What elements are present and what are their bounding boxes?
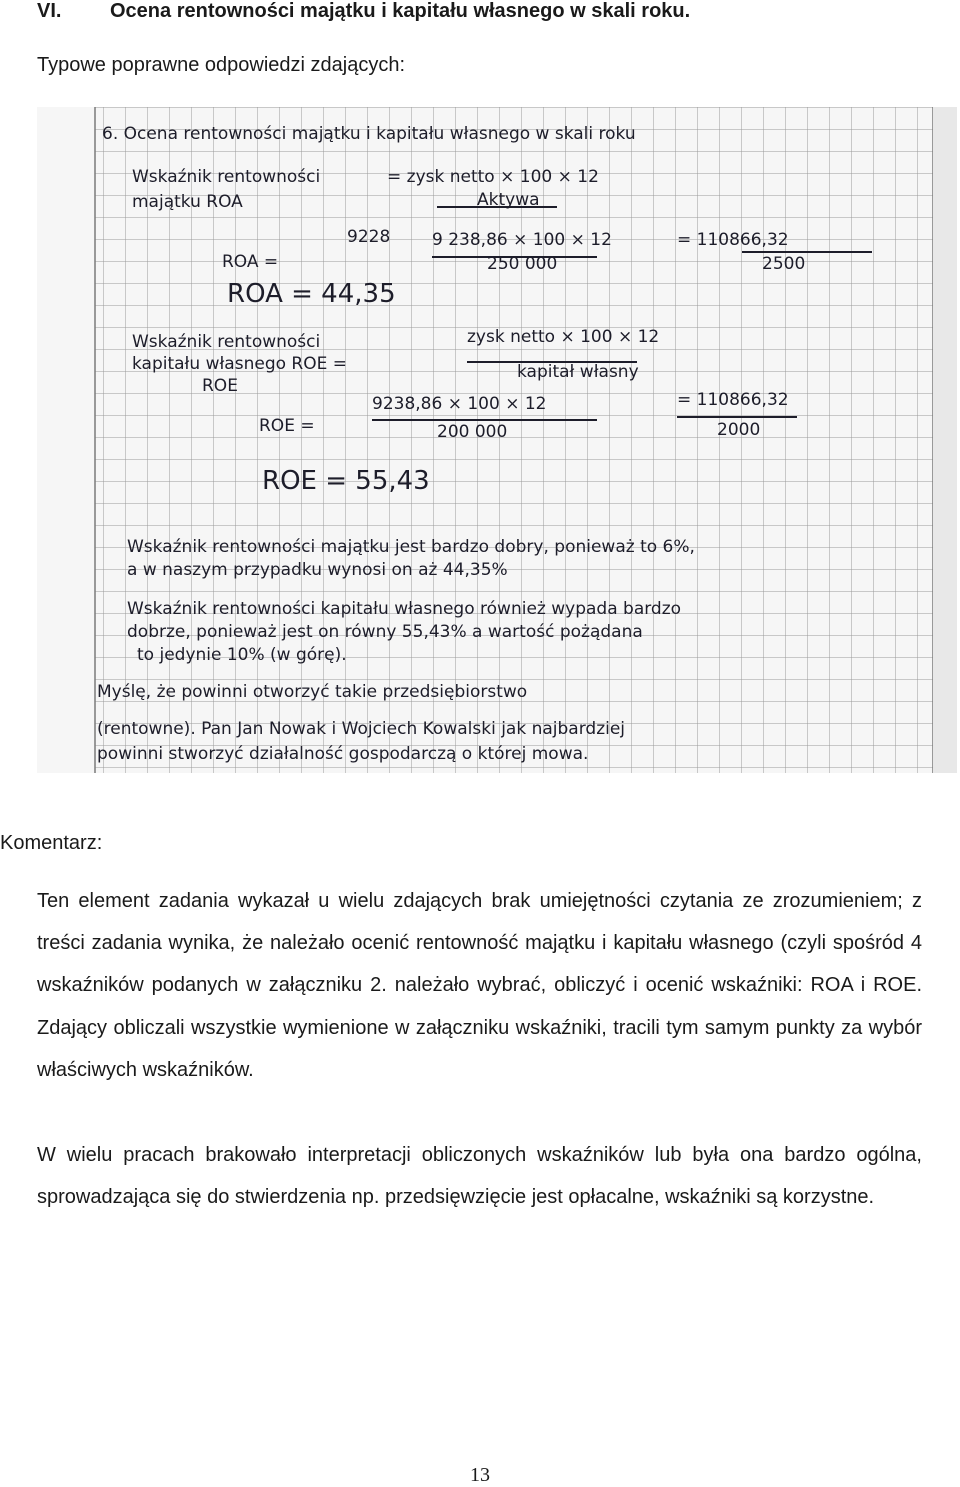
handwritten-line: = 110866,32 — [677, 390, 789, 410]
handwritten-line: Myślę, że powinni otworzyć takie przedsiębiorstwo — [97, 682, 528, 702]
handwritten-line: Wskaźnik rentowności — [132, 167, 321, 187]
handwritten-line: Wskaźnik rentowności majątku jest bardzo dobry, ponieważ to 6%, — [127, 537, 695, 557]
handwritten-line: ROE — [202, 376, 238, 396]
handwritten-line: Wskaźnik rentowności — [132, 332, 321, 352]
comment-title: Komentarz: — [0, 832, 103, 854]
handwritten-line: a w naszym przypadku wynosi on aż 44,35% — [127, 560, 508, 580]
handwritten-line: (rentowne). Pan Jan Nowak i Wojciech Kowalski jak najbardziej — [97, 719, 626, 739]
handwritten-line: powinni stworzyć działalność gospodarczą o której mowa. — [97, 744, 589, 764]
handwritten-answer-scan — [37, 107, 957, 773]
comment-paragraph-2: W wielu pracach brakowało interpretacji obliczonych wskaźników lub była ona bardzo ogólna, sprowadzająca się do stwierdzenia np. przedsięwzięcie jest opłacalne, wskaźniki są korzystne. — [37, 1144, 922, 1209]
handwritten-line: dobrze, ponieważ jest on równy 55,43% a wartość pożądana — [127, 622, 643, 642]
handwritten-line: ROE = 55,43 — [262, 466, 430, 496]
handwritten-line: Aktywa — [477, 190, 540, 210]
handwritten-line: = zysk netto × 100 × 12 — [387, 167, 599, 187]
handwritten-line: majątku ROA — [132, 192, 243, 212]
handwritten-line: 2500 — [762, 254, 806, 274]
intro-text: Typowe poprawne odpowiedzi zdających: — [37, 54, 405, 76]
handwritten-line: = 110866,32 — [677, 230, 789, 250]
handwritten-line: 2000 — [717, 420, 761, 440]
handwritten-line: kapitału własnego ROE = — [132, 354, 347, 374]
handwritten-line: zysk netto × 100 × 12 — [467, 327, 660, 347]
handwritten-line: 9238,86 × 100 × 12 — [372, 394, 547, 414]
handwritten-line: Wskaźnik rentowności kapitału własnego również wypada bardzo — [127, 599, 682, 619]
section-title: Ocena rentowności majątku i kapitału własnego w skali roku. — [110, 0, 691, 22]
page-number: 13 — [470, 1464, 490, 1486]
handwritten-line: 6. Ocena rentowności majątku i kapitału własnego w skali roku — [102, 124, 636, 144]
section-number: VI. — [37, 0, 62, 22]
handwritten-line: ROA = — [222, 252, 279, 272]
handwritten-line: 200 000 — [437, 422, 508, 442]
handwritten-line: 250 000 — [487, 254, 558, 274]
handwritten-line: ROA = 44,35 — [227, 279, 396, 309]
section-heading — [0, 0, 960, 32]
handwritten-line: kapitał własny — [517, 362, 639, 382]
handwritten-line: 9228 — [347, 227, 391, 247]
handwritten-line: 9 238,86 × 100 × 12 — [432, 230, 612, 250]
handwritten-line: ROE = — [259, 416, 315, 436]
comment-paragraph-1: Ten element zadania wykazał u wielu zdających brak umiejętności czytania ze zrozumieniem; z treści zadania wynika, że należało ocenić rentowność majątku i kapitału własnego (czyli spośród 4 wskaźników podanych w załączniku 2. należało wybrać, obliczyć i ocenić wskaźniki: ROA i ROE. Zdający obliczali wszystkie wymienione w załączniku wskaźniki, tracili tym samym punkty za wybór właściwych wskaźników. — [37, 890, 922, 1081]
scan-svg — [37, 107, 957, 773]
handwritten-line: to jedynie 10% (w górę). — [137, 645, 347, 665]
